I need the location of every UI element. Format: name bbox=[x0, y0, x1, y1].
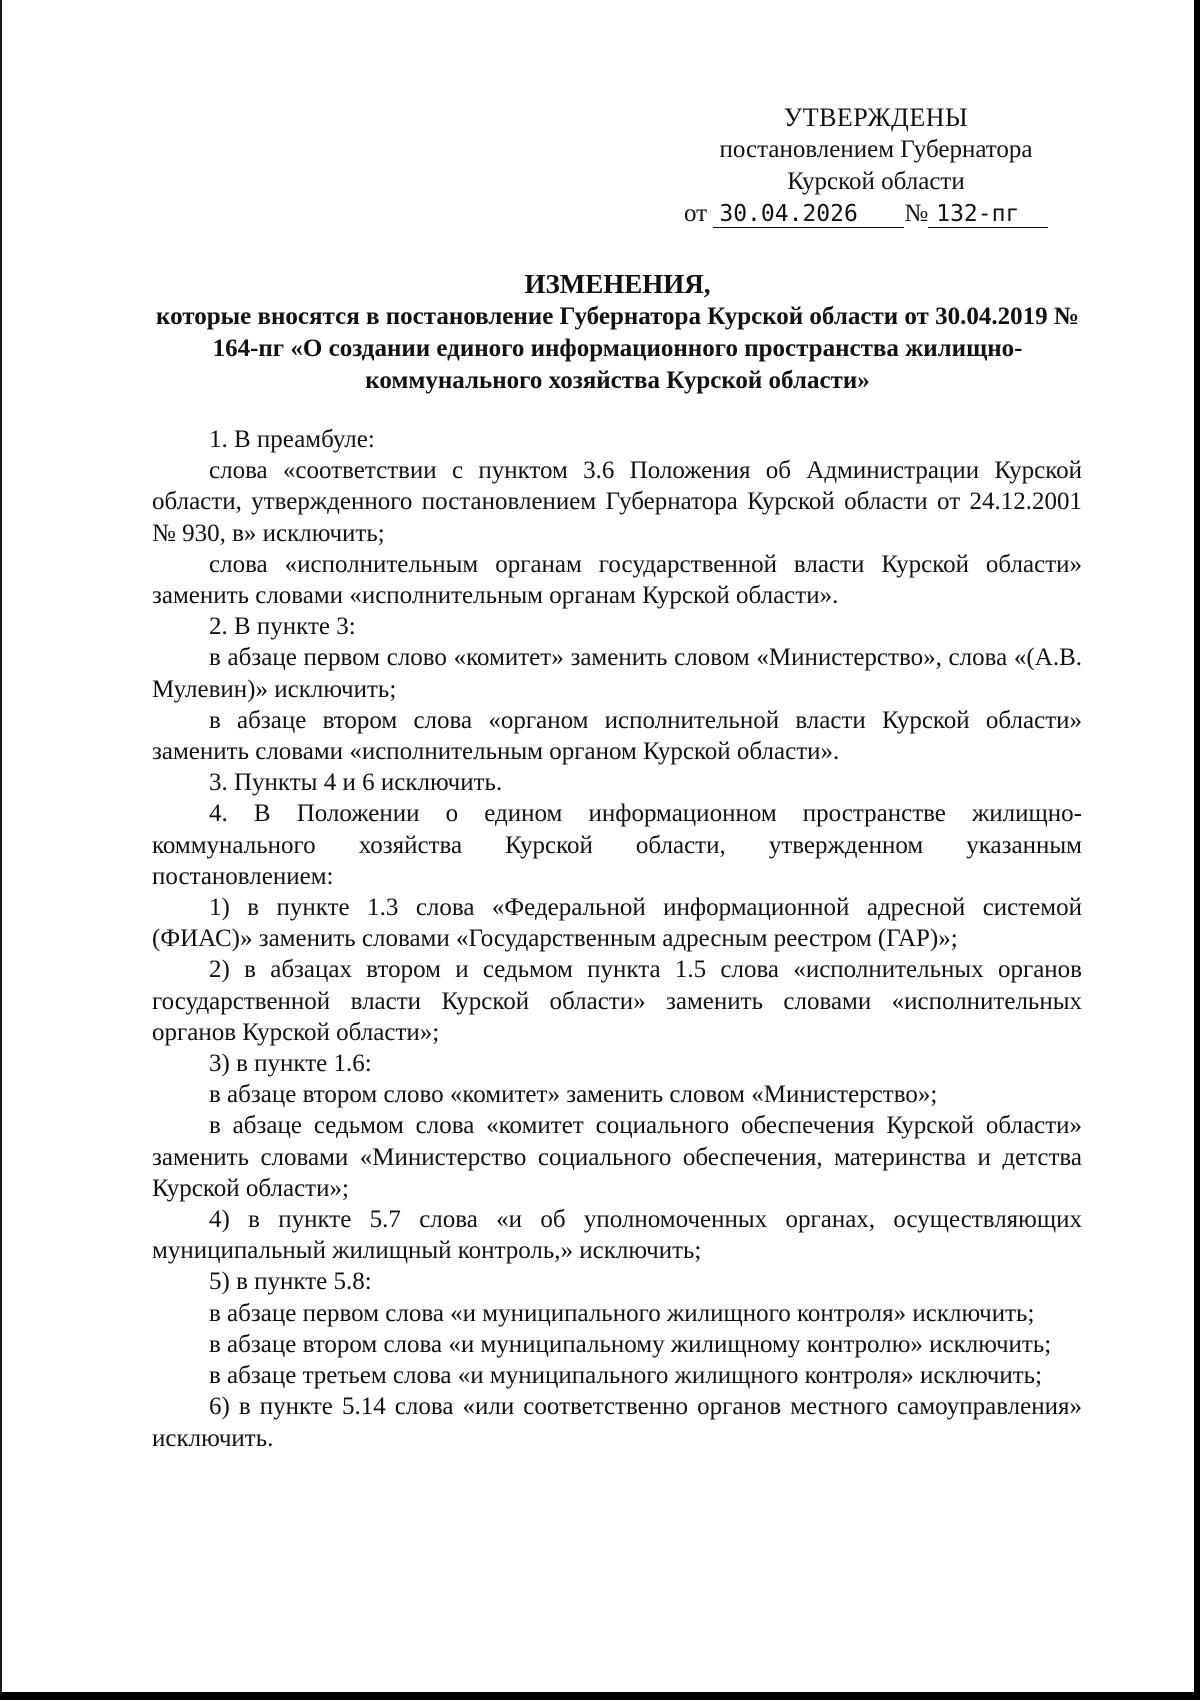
scan-edge-left bbox=[0, 0, 2, 1700]
paragraph: в абзаце втором слово «комитет» заменить словом «Министерство»; bbox=[209, 1081, 938, 1109]
paragraph: в абзаце первом слово «комитет» заменить словом «Министерство», слова «(А.В. Мулевин)» исключить; bbox=[152, 644, 1082, 703]
paragraph: 6) в пункте 5.14 слова «или соответственно органов местного самоуправления» исключить. bbox=[152, 1393, 1082, 1452]
approval-number: 132-пг bbox=[928, 201, 1048, 228]
paragraph: 3. Пункты 4 и 6 исключить. bbox=[209, 769, 503, 797]
paragraph: 4) в пункте 5.7 слова «и об уполномоченных органах, осуществляющих муниципальный жилищный контроль,» исключить; bbox=[152, 1206, 1082, 1265]
paragraph: 1. В преамбуле: bbox=[209, 426, 375, 453]
approval-block bbox=[676, 102, 1076, 230]
paragraph: в абзаце втором слова «органом исполнительной власти Курской области» заменить словами «исполнительным органом Курской области». bbox=[152, 706, 1082, 766]
paragraph: 4. В Положении о едином информационном пространстве жилищно-коммунального хозяйства Курской области, утвержденном указанным постановлением: bbox=[152, 800, 1082, 890]
paragraph: 3) в пункте 1.6: bbox=[209, 1050, 372, 1078]
approval-date: 30.04.2026 bbox=[713, 201, 904, 228]
scan-edge-right bbox=[1194, 0, 1200, 1700]
paragraph: слова «исполнительным органам государственной власти Курской области» заменить словами «исполнительным органам Курской области». bbox=[152, 550, 1082, 610]
document-title: ИЗМЕНЕНИЯ, bbox=[524, 269, 711, 299]
paragraph: в абзаце первом слова «и муниципального жилищного контроля» исключить; bbox=[209, 1299, 1035, 1327]
approval-line-1: постановлением Губернатора bbox=[719, 136, 1033, 163]
paragraph: 2. В пункте 3: bbox=[209, 613, 356, 641]
paragraph: в абзаце третьем слова «и муниципального жилищного контроля» исключить; bbox=[209, 1362, 1043, 1390]
approval-line-2: Курской области bbox=[787, 168, 965, 195]
scan-edge-bottom bbox=[0, 1692, 1200, 1700]
number-prefix: № bbox=[904, 200, 929, 227]
approval-date-row bbox=[676, 198, 1076, 230]
approval-title: УТВЕРЖДЕНЫ bbox=[783, 103, 969, 132]
date-prefix: от bbox=[684, 200, 708, 227]
paragraph: 1) в пункте 1.3 слова «Федеральной информационной адресной системой (ФИАС)» заменить словами «Государственным адресным реестром (ГАР)»; bbox=[152, 894, 1082, 953]
paragraph: 5) в пункте 5.8: bbox=[209, 1268, 372, 1296]
document-heading bbox=[150, 267, 1085, 397]
paragraph: 2) в абзацах втором и седьмом пункта 1.5 слова «исполнительных органов государственной власти Курской области» заменить словами «исполнительных органов Курской области»; bbox=[152, 956, 1082, 1046]
document-subtitle: которые вносятся в постановление Губернатора Курской области от 30.04.2019 № 164-пг «О создании единого информационного пространства жилищно-коммунального хозяйства Курской области» bbox=[156, 303, 1079, 394]
paragraph: в абзаце седьмом слова «комитет социального обеспечения Курской области» заменить словами «Министерство социального обеспечения, материнства и детства Курской области»; bbox=[152, 1112, 1082, 1202]
paragraph: слова «соответствии с пунктом 3.6 Положения об Администрации Курской области, утвержденного постановлением Губернатора Курской области от 24.12.2001 № 930, в» исключить; bbox=[152, 457, 1082, 547]
paragraph: в абзаце втором слова «и муниципальному жилищному контролю» исключить; bbox=[209, 1330, 1052, 1358]
document-body bbox=[152, 424, 1082, 1454]
